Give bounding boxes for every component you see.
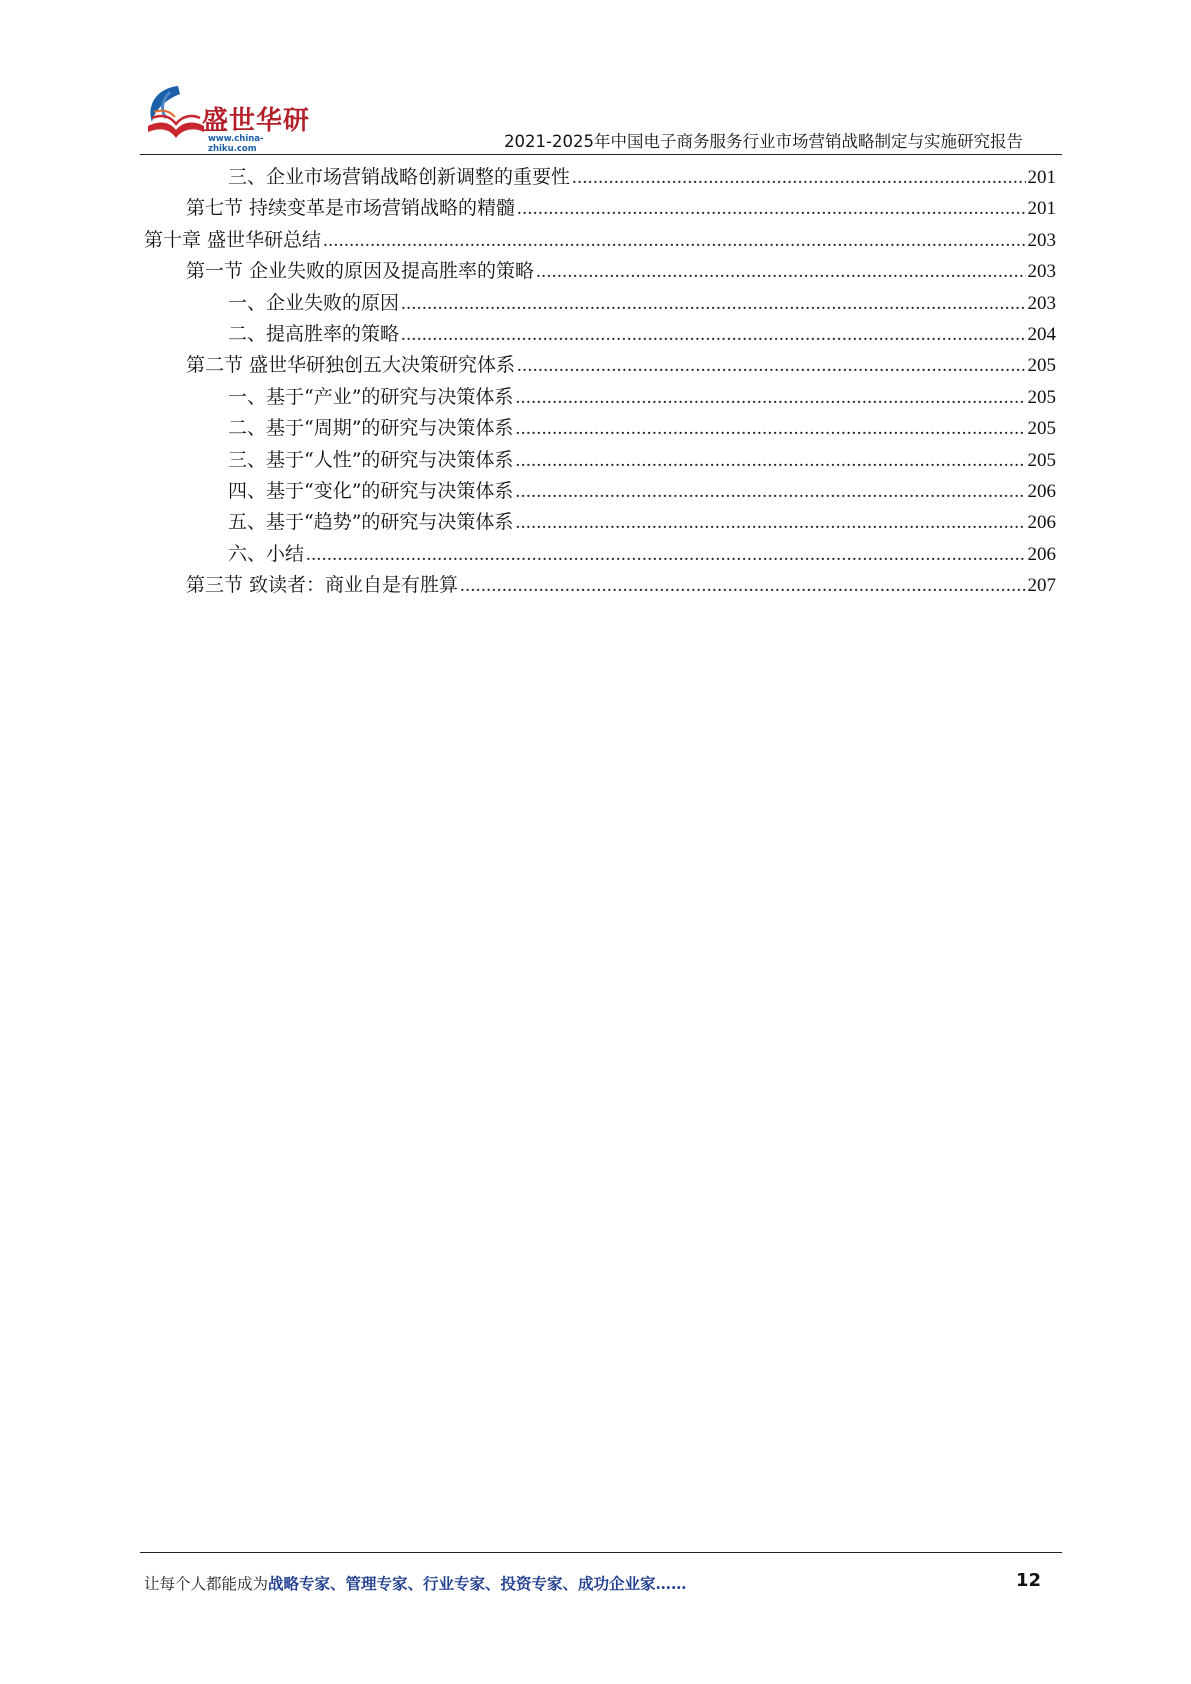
open-book-logo-icon [140,82,210,146]
toc-entry-page: 203 [1027,229,1056,251]
toc-entry-label: 四、基于“变化”的研究与决策体系 [228,479,514,502]
toc-entry[interactable] [144,193,1056,224]
page-number: 12 [1015,1570,1041,1591]
toc-dot-leader [460,570,1025,601]
toc-dot-leader [401,319,1025,350]
toc-dot-leader [536,256,1025,287]
footer-divider [140,1552,1062,1553]
slogan-highlight: 战略专家、管理专家、行业专家、投资专家、成功企业家…… [268,1574,687,1593]
toc-entry-page: 206 [1027,480,1056,502]
toc-entry-label: 三、企业市场营销战略创新调整的重要性 [228,166,571,188]
table-of-contents [144,162,1056,601]
toc-entry-label: 一、基于“产业”的研究与决策体系 [228,385,514,408]
toc-dot-leader [517,193,1025,224]
toc-dot-leader [515,382,1025,413]
toc-dot-leader [306,539,1025,570]
toc-entry[interactable] [144,350,1056,381]
toc-entry-label: 二、提高胜率的策略 [228,322,400,345]
toc-entry-label: 第三节 致读者：商业自是有胜算 [186,574,459,597]
toc-dot-leader [515,445,1025,476]
toc-dot-leader [572,162,1025,193]
toc-entry[interactable] [144,570,1056,601]
toc-dot-leader [323,225,1025,256]
toc-entry-page: 205 [1027,418,1056,440]
toc-entry-label: 三、基于“人性”的研究与决策体系 [228,448,514,471]
company-logo [140,82,311,154]
toc-entry-label: 第十章 盛世华研总结 [144,228,322,251]
toc-entry[interactable] [144,445,1056,476]
toc-entry-label: 六、小结 [228,542,305,565]
toc-entry-page: 204 [1027,323,1056,345]
toc-dot-leader [401,288,1025,319]
toc-entry-page: 205 [1027,449,1056,471]
toc-entry-page: 206 [1027,543,1056,565]
toc-entry[interactable] [144,319,1056,350]
toc-entry[interactable] [144,256,1056,287]
report-title: 2021-2025年中国电子商务服务行业市场营销战略制定与实施研究报告 [504,132,1023,151]
header-divider [140,154,1062,155]
toc-entry-page: 203 [1027,261,1056,283]
toc-entry-label: 第一节 企业失败的原因及提高胜率的策略 [186,260,535,283]
toc-entry-page: 203 [1027,292,1056,314]
toc-entry-page: 207 [1027,575,1056,597]
footer-slogan [144,1572,687,1594]
toc-entry-label: 第二节 盛世华研独创五大决策研究体系 [186,354,516,377]
toc-entry[interactable] [144,382,1056,413]
toc-dot-leader [515,476,1025,507]
toc-entry[interactable] [144,288,1056,319]
toc-dot-leader [515,507,1025,538]
toc-entry[interactable] [144,539,1056,570]
toc-entry-label: 五、基于“趋势”的研究与决策体系 [228,511,514,534]
slogan-lead: 让每个人都能成为 [144,1575,269,1593]
toc-entry-page: 205 [1027,355,1056,377]
toc-entry-label: 二、基于“周期”的研究与决策体系 [228,417,514,440]
toc-entry-page: 205 [1027,386,1056,408]
toc-entry[interactable] [144,507,1056,538]
toc-entry[interactable] [144,413,1056,444]
toc-dot-leader [515,413,1025,444]
toc-entry-page: 206 [1027,512,1056,534]
toc-entry[interactable] [144,225,1056,256]
toc-entry[interactable] [144,476,1056,507]
toc-entry-label: 第七节 持续变革是市场营销战略的精髓 [186,197,516,220]
toc-entry-page: 201 [1027,167,1056,188]
logo-name: 盛世华研 [202,106,311,136]
toc-dot-leader [517,350,1025,381]
toc-entry[interactable] [144,162,1056,193]
toc-entry-label: 一、企业失败的原因 [228,291,400,314]
toc-entry-page: 201 [1027,198,1056,220]
logo-url: www.china-zhiku.com [208,134,264,154]
